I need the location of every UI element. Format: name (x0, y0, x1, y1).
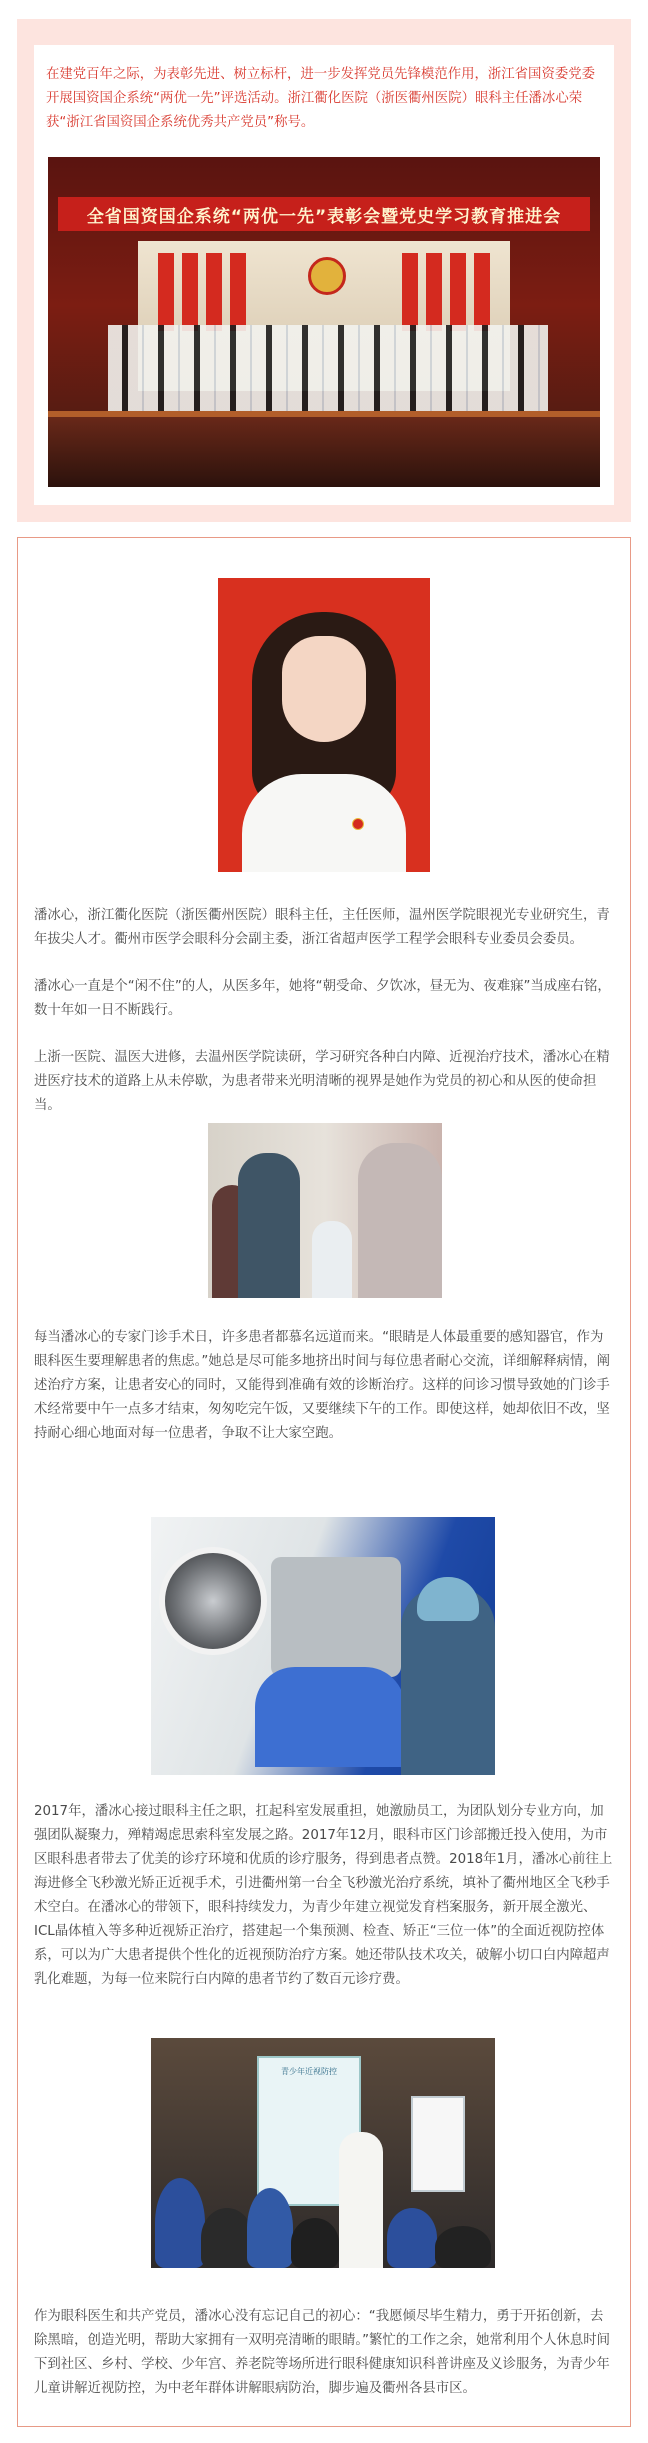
eye-chart (411, 2096, 465, 2192)
outreach-photo (151, 2038, 495, 2268)
red-flag (158, 253, 174, 331)
red-flag (230, 253, 246, 331)
ceremony-banner: 全省国资国企系统“两优一先”表彰会暨党史学习教育推进会 (58, 197, 590, 231)
intro-inner (34, 45, 614, 505)
party-emblem-icon (308, 257, 346, 295)
portrait-photo (218, 578, 430, 872)
paragraph-motto: 潘冰心一直是个“闲不住”的人，从医多年，她将“朝受命、夕饮冰，昼无为、夜难寐”当成座右铭，数十年如一日不断践行。 (34, 979, 611, 1018)
child-figure (291, 2218, 339, 2268)
red-flag (402, 253, 418, 331)
portrait-shirt (242, 774, 406, 872)
figure-person (238, 1153, 300, 1298)
red-flag (426, 253, 442, 331)
outreach-banner: 青少年近视防控 (257, 2056, 361, 2206)
red-flag (474, 253, 490, 331)
paragraph-department: 2017年，潘冰心接过眼科主任之职，扛起科室发展重担，她激励员工，为团队划分专业方向，加强团队凝聚力，殚精竭虑思索科室发展之路。2017年12月，眼科市区门诊部搬迁投入使用，为市区眼科患者带去了优美的诊疗环境和优质的诊疗服务，得到患者点赞。2018年1月，潘冰心前往上海进修全飞秒激光矫正近视手术，引进衢州第一台全飞秒激光治疗系统，填补了衢州地区全飞秒手术空白。在潘冰心的带领下，眼科持续发力，为青少年建立视觉发育档案服务，新开展全激光、ICL晶体植入等多种近视矫正治疗，搭建起一个集预测、检查、矫正“三位一体”的全面近视防控体系，可以为广大患者提供个性化的近视预防治疗方案。她还带队技术攻关，破解小切口白内障超声乳化难题，为每一位来院行白内障的患者节约了数百元诊疗费。 (34, 1804, 613, 1987)
paragraph-outreach: 作为眼科医生和共产党员，潘冰心没有忘记自己的初心：“我愿倾尽毕生精力，勇于开拓创新，去除黑暗，创造光明，帮助大家拥有一双明亮清晰的眼睛。”繁忙的工作之余，她常利用个人休息时间下到社区、乡村、学校、少年宫、养老院等场所进行眼科健康知识科普讲座及义诊服务，为青少年儿童讲解近视防控，为中老年群体讲解眼病防治，脚步遍及衢州各县市区。 (34, 2309, 611, 2396)
red-flag (182, 253, 198, 331)
red-flag (206, 253, 222, 331)
award-ceremony-photo (48, 157, 600, 487)
clinic-consultation-photo (208, 1123, 442, 1298)
figure-person (358, 1143, 442, 1298)
awardees-row (108, 325, 548, 411)
paragraph-patients: 每当潘冰心的专家门诊手术日，许多患者都慕名远道而来。“眼睛是人体最重要的感知器官，作为眼科医生要理解患者的焦虑。”她总是尽可能多地挤出时间与每位患者耐心交流，详细解释病情，阐述治疗方案，让患者安心的同时，又能得到准确有效的诊断治疗。这样的问诊习惯导致她的门诊手术经常要中午一点多才结束，匆匆吃完午饭，又要继续下午的工作。即使这样，她却依旧不改，坚持耐心细心地面对每一位患者，争取不让大家空跑。 (34, 1330, 611, 1441)
surgical-drape (255, 1667, 405, 1767)
article-card (17, 537, 631, 2427)
monitor-screen (159, 1547, 267, 1655)
paragraph-training: 上浙一医院、温医大进修，去温州医学院读研，学习研究各种白内障、近视治疗技术，潘冰心在精进医疗技术的道路上从未停歇，为患者带来光明清晰的视界是她作为党员的初心和从医的使命担当。 (34, 1050, 610, 1113)
surgery-photo (151, 1517, 495, 1775)
intro-card (17, 19, 631, 522)
surgical-cap (417, 1577, 479, 1621)
child-figure (387, 2208, 437, 2268)
intro-paragraph: 在建党百年之际，为表彰先进、树立标杆，进一步发挥党员先锋模范作用，浙江省国资委党委开展国资国企系统“两优一先”评选活动。浙江衢化医院（浙医衢州医院）眼科主任潘冰心荣获“浙江省国资国企系统优秀共产党员”称号。 (46, 67, 596, 130)
child-figure (435, 2226, 491, 2268)
child-figure (247, 2188, 293, 2268)
stage-floor (48, 411, 600, 487)
child-figure (155, 2178, 205, 2268)
portrait-face (282, 636, 366, 742)
stage-edge (48, 411, 600, 417)
paragraph-bio: 潘冰心，浙江衢化医院（浙医衢州医院）眼科主任，主任医师，温州医学院眼视光专业研究生，青年拔尖人才。衢州市医学会眼科分会副主委，浙江省超声医学工程学会眼科专业委员会委员。 (34, 908, 610, 947)
red-flag (450, 253, 466, 331)
figure-person (312, 1221, 352, 1298)
laser-machine (271, 1557, 401, 1677)
doctor-figure (339, 2132, 383, 2268)
child-figure (201, 2208, 253, 2268)
party-badge-icon (352, 818, 364, 830)
